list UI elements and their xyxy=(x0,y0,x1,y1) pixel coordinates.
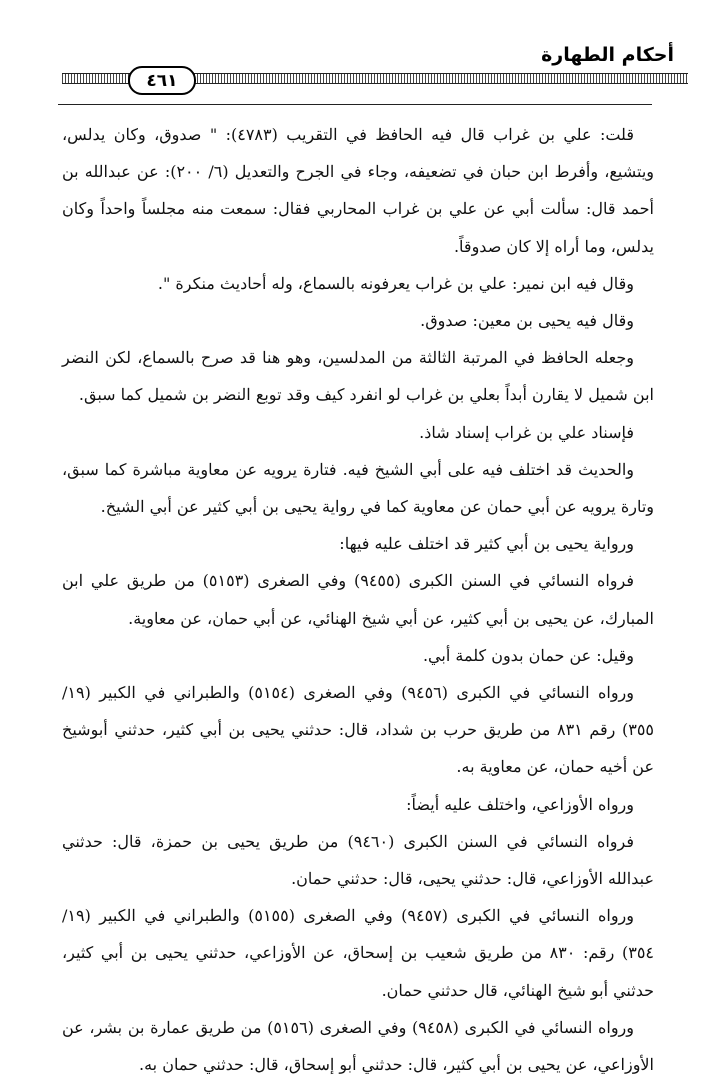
page-number-badge xyxy=(128,66,196,95)
body-text xyxy=(62,116,654,1083)
paragraph-9: وقيل: عن حمان بدون كلمة أبي. xyxy=(422,645,634,665)
page-header xyxy=(0,0,708,110)
paragraph-5: فإسناد علي بن غراب إسناد شاذ. xyxy=(419,422,634,442)
paragraph-6: والحديث قد اختلف فيه على أبي الشيخ فيه. فتارة يرويه عن معاوية مباشرة كما سبق، وتارة يرويه عن أبي حمان عن معاوية كما في رواية يحيى بن أبي كثير عن أبي الشيخ. xyxy=(62,459,654,517)
paragraph-13: ورواه النسائي في الكبرى (٩٤٥٧) وفي الصغرى (٥١٥٥) والطبراني في الكبير (١٩/ ٣٥٤) رقم: ٨٣٠ من طريق شعيب بن إسحاق، عن الأوزاعي، حدثني يحيى بن أبي كثير، حدثني أبو شيخ الهنائي، قال حدثني حمان. xyxy=(62,906,655,1000)
paragraph-7: ورواية يحيى بن أبي كثير قد اختلف عليه فيها: xyxy=(339,534,634,554)
running-head-title: أحكام الطهارة xyxy=(541,44,674,66)
page-number: ٤٦١ xyxy=(146,70,178,91)
paragraph-12: فرواه النسائي في السنن الكبرى (٩٤٦٠) من طريق يحيى بن حمزة، قال: حدثني عبدالله الأوزاعي، قال: حدثني يحيى، قال: حدثني حمان. xyxy=(62,831,654,889)
paragraph-1: قلت: علي بن غراب قال فيه الحافظ في التقريب (٤٧٨٣): " صدوق، وكان يدلس، ويتشيع، وأفرط ابن حبان في تضعيفه، وجاء في الجرح والتعديل (٦/ ٢٠٠): عن عبدالله بن أحمد قال: سألت أبي عن علي بن غراب المحاربي فقال: سمعت منه مجلساً واحداً وكان يدلس، وما أراه إلا كان صدوقاً. xyxy=(62,125,654,256)
paragraph-11: ورواه الأوزاعي، واختلف عليه أيضاً: xyxy=(406,794,634,814)
paragraph-2: وقال فيه ابن نمير: علي بن غراب يعرفونه بالسماع، وله أحاديث منكرة ". xyxy=(157,273,634,293)
header-divider xyxy=(58,104,652,105)
paragraph-10: ورواه النسائي في الكبرى (٩٤٥٦) وفي الصغرى (٥١٥٤) والطبراني في الكبير (١٩/ ٣٥٥) رقم ٨٣١ من طريق حرب بن شداد، قال: حدثني يحيى بن أبي كثير، حدثني أبوشيخ عن أخيه حمان، عن معاوية به. xyxy=(62,683,655,777)
paragraph-3: وقال فيه يحيى بن معين: صدوق. xyxy=(420,311,634,331)
paragraph-14: ورواه النسائي في الكبرى (٩٤٥٨) وفي الصغرى (٥١٥٦) من طريق عمارة بن بشر، عن الأوزاعي، عن يحيى بن أبي كثير، قال: حدثني أبو إسحاق، قال: حدثني حمان به. xyxy=(62,1017,654,1075)
paragraph-4: وجعله الحافظ في المرتبة الثالثة من المدلسين، وهو هنا قد صرح بالسماع، لكن النضر ابن شميل لا يقارن أبداً بعلي بن غراب لو انفرد كيف وقد توبع النضر بن شميل كما سبق. xyxy=(62,348,654,405)
paragraph-8: فرواه النسائي في السنن الكبرى (٩٤٥٥) وفي الصغرى (٥١٥٣) من طريق علي ابن المبارك، عن يحيى بن أبي كثير، عن أبي شيخ الهنائي، عن أبي حمان، عن معاوية. xyxy=(62,571,654,628)
